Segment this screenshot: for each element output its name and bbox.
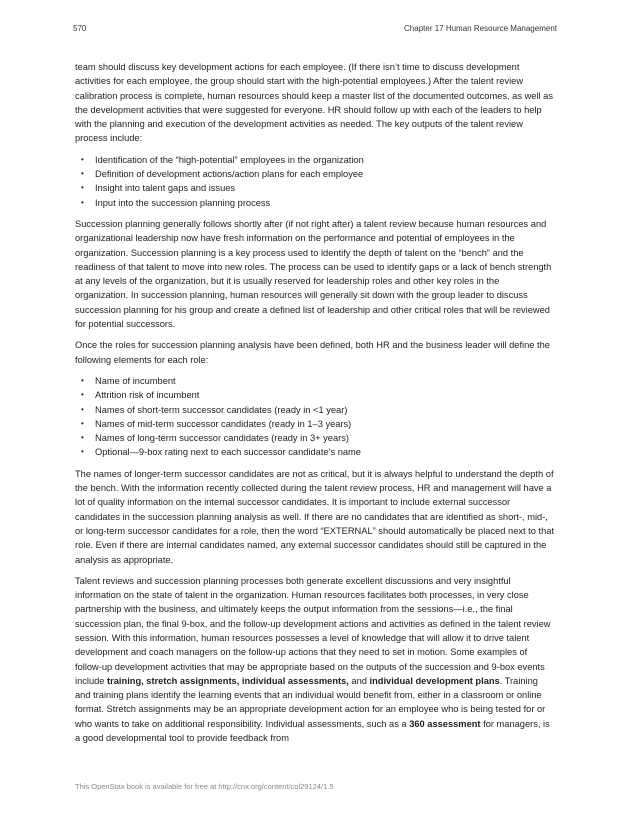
list-item: • Definition of development actions/action plans for each employee (95, 167, 555, 181)
list-item: • Optional—9-box rating next to each successor candidate’s name (95, 445, 555, 459)
paragraph-follow-up-development (75, 574, 555, 746)
page-number: 570 (73, 24, 87, 33)
text-run: and (348, 675, 370, 686)
succession-elements-list (75, 374, 555, 460)
list-item: • Name of incumbent (95, 374, 555, 388)
list-item: • Attrition risk of incumbent (95, 388, 555, 402)
paragraph-define-elements: Once the roles for succession planning analysis have been defined, both HR and the business leader will define the following elements for each role: (75, 340, 550, 365)
list-item: • Names of mid-term successor candidates (ready in 1–3 years) (95, 417, 555, 431)
bold-term: individual development plans (369, 675, 500, 686)
text-run: for managers, is a good developmental tool to provide feedback from (75, 718, 550, 744)
bold-term: 360 assessment (409, 718, 481, 729)
list-item: • Names of long-term successor candidates (ready in 3+ years) (95, 431, 555, 445)
paragraph-successor-candidates: The names of longer-term successor candidates are not as critical, but it is always helpful to understand the depth of the bench. With the information recently collected during the talent review process, HR and management will have a lot of quality information on the internal successor candidates. It is important to include external successor candidates in the succession planning analysis as well. If there are no candidates that are identified as short-, mid-, or long-term successor candidates for a role, then the word “EXTERNAL” should automatically be placed next to that role. Even if there are internal candidates named, any external successor candidates should still be captured in the analysis as appropriate. (75, 468, 555, 565)
bold-term: training, stretch assignments, individual assessments, (107, 675, 349, 686)
body-content (75, 60, 555, 752)
list-item: • Names of short-term successor candidates (ready in <1 year) (95, 403, 555, 417)
list-item: • Input into the succession planning process (95, 196, 555, 210)
list-item: • Identification of the “high-potential” employees in the organization (95, 153, 555, 167)
list-item: • Insight into talent gaps and issues (95, 181, 555, 195)
text-run: Talent reviews and succession planning processes both generate excellent discussions and very insightful information on the state of talent in the organization. Human resources facilitates both processes, in very close partnership with the business, and ultimately keeps the output information from the sessions—i.e., the final succession plan, the final 9-box, and the follow-up development actions and activities as defined in the talent review session. With this information, human resources possesses a level of knowledge that will allow it to drive talent development and coach managers on the follow-up actions that they need to set in motion. Some examples of follow-up development activities that may be appropriate based on the outputs of the succession and 9-box events include (75, 575, 551, 686)
chapter-title: Chapter 17 Human Resource Management (404, 24, 557, 33)
talent-review-outputs-list (75, 153, 555, 210)
page-footer: This OpenStax book is available for free at http://cnx.org/content/col29124/1.5 (75, 782, 334, 791)
paragraph-succession-planning: Succession planning generally follows shortly after (if not right after) a talent review because human resources and organizational leadership now have fresh information on the performance and potential of employees in the organization. Succession planning is a key process used to identify the depth of talent on the “bench” and the readiness of that talent to move into new roles. The process can be used to identify gaps or a lack of bench strength at any levels of the organization, but it is usually reserved for leadership roles and other key roles in the organization. In succession planning, human resources will generally sit down with the group leader to discuss succession planning for his group and create a defined list of leadership and other critical roles that will be reviewed for potential successors. (75, 218, 552, 330)
page-header (73, 24, 557, 38)
text-run: . Training and training plans identify the learning events that an individual would benefit from, either in a classroom or online format. Stretch assignments may be an appropriate development action for an employee who is being tested for or who wants to take on additional responsibility. Individual assessments, such as a (75, 675, 546, 729)
paragraph-talent-review-outputs: team should discuss key development actions for each employee. (If there isn’t time to discuss development activities for each employee, the group should start with the high-potential employees.) After the talent review calibration process is complete, human resources should keep a master list of the documented outcomes, as well as the development activities that were suggested for everyone. HR should follow up with each of the leaders to help with the planning and execution of the development activities as needed. The key outputs of the talent review process include: (75, 62, 553, 144)
